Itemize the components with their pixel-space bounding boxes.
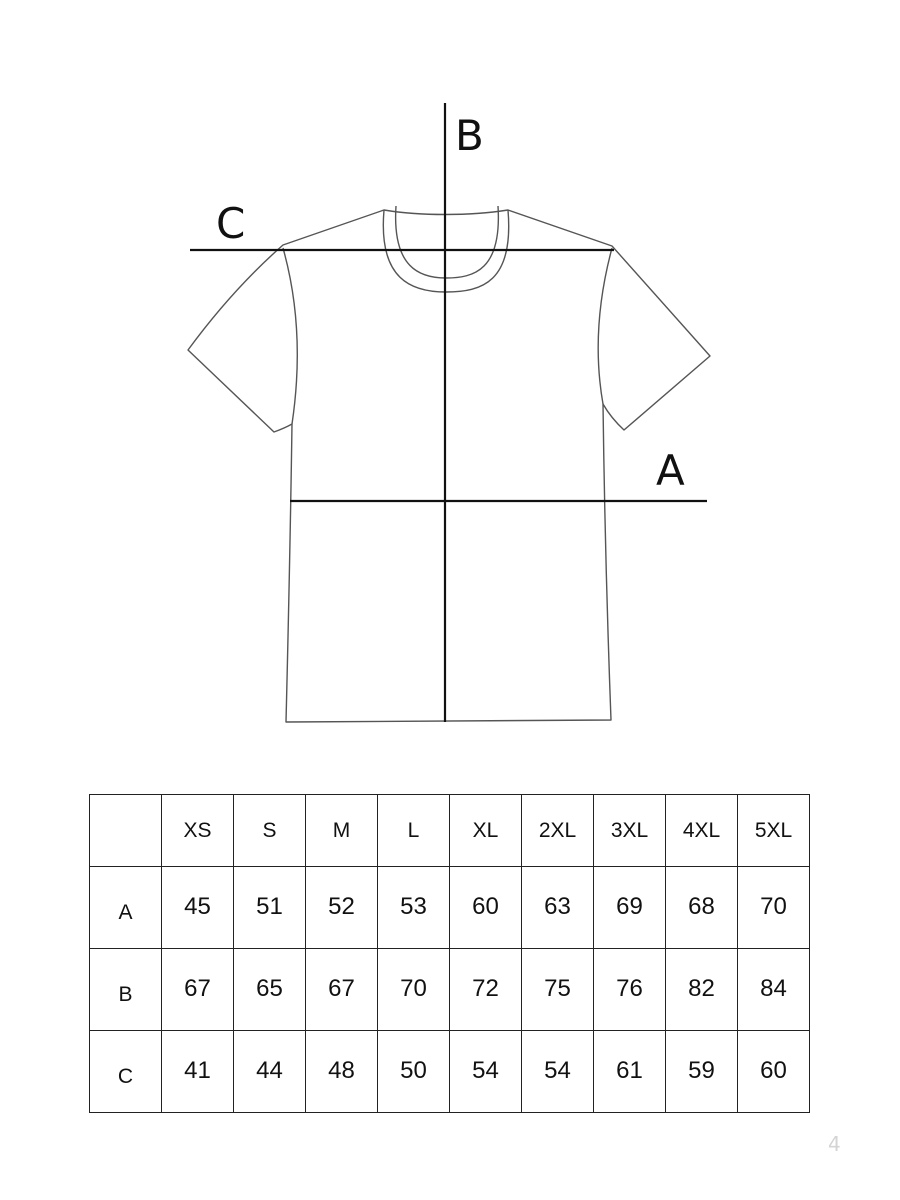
table-cell: 75 bbox=[522, 949, 594, 1031]
row-label: C bbox=[90, 1031, 162, 1113]
table-cell: 84 bbox=[738, 949, 810, 1031]
size-header-s: S bbox=[234, 795, 306, 867]
table-cell: 48 bbox=[306, 1031, 378, 1113]
table-cell: 69 bbox=[594, 867, 666, 949]
table-cell: 63 bbox=[522, 867, 594, 949]
size-header-m: M bbox=[306, 795, 378, 867]
table-cell: 61 bbox=[594, 1031, 666, 1113]
table-cell: 53 bbox=[378, 867, 450, 949]
table-cell: 45 bbox=[162, 867, 234, 949]
size-header-l: L bbox=[378, 795, 450, 867]
row-label: A bbox=[90, 867, 162, 949]
right-sleeve-seam bbox=[598, 248, 612, 404]
table-cell: 50 bbox=[378, 1031, 450, 1113]
table-cell: 54 bbox=[450, 1031, 522, 1113]
page-number: 4 bbox=[828, 1132, 841, 1156]
size-chart-table bbox=[89, 794, 810, 1113]
table-cell: 67 bbox=[306, 949, 378, 1031]
table-cell: 51 bbox=[234, 867, 306, 949]
tshirt-collar-inner bbox=[396, 206, 499, 278]
table-cell: 68 bbox=[666, 867, 738, 949]
size-header-2xl: 2XL bbox=[522, 795, 594, 867]
table-cell: 54 bbox=[522, 1031, 594, 1113]
table-cell: 60 bbox=[738, 1031, 810, 1113]
table-row-a bbox=[90, 867, 810, 949]
table-cell: 41 bbox=[162, 1031, 234, 1113]
left-sleeve-seam bbox=[283, 248, 297, 424]
label-c: C bbox=[216, 199, 246, 248]
table-cell: 72 bbox=[450, 949, 522, 1031]
corner-cell bbox=[90, 795, 162, 867]
measurement-lines bbox=[190, 103, 707, 722]
table-cell: 70 bbox=[738, 867, 810, 949]
size-header-row bbox=[90, 795, 810, 867]
tshirt-outline bbox=[188, 206, 710, 722]
table-cell: 44 bbox=[234, 1031, 306, 1113]
label-b: B bbox=[455, 111, 484, 160]
size-header-4xl: 4XL bbox=[666, 795, 738, 867]
table-cell: 52 bbox=[306, 867, 378, 949]
size-header-xs: XS bbox=[162, 795, 234, 867]
tshirt-body-outline bbox=[188, 210, 710, 722]
table-cell: 60 bbox=[450, 867, 522, 949]
table-cell: 70 bbox=[378, 949, 450, 1031]
table-row-c bbox=[90, 1031, 810, 1113]
row-label: B bbox=[90, 949, 162, 1031]
table-cell: 76 bbox=[594, 949, 666, 1031]
size-header-5xl: 5XL bbox=[738, 795, 810, 867]
table-cell: 82 bbox=[666, 949, 738, 1031]
size-header-3xl: 3XL bbox=[594, 795, 666, 867]
table-cell: 65 bbox=[234, 949, 306, 1031]
size-header-xl: XL bbox=[450, 795, 522, 867]
label-a: A bbox=[656, 446, 685, 495]
table-row-b bbox=[90, 949, 810, 1031]
table-cell: 67 bbox=[162, 949, 234, 1031]
table-cell: 59 bbox=[666, 1031, 738, 1113]
